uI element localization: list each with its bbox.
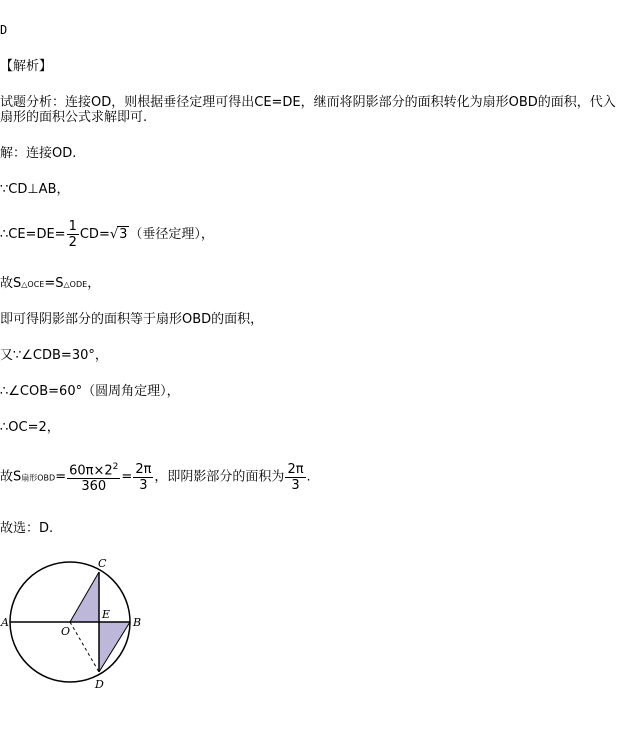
area-numerator-base: 60π×2 xyxy=(69,463,113,479)
label-c: C xyxy=(98,557,107,570)
label-b: B xyxy=(133,616,142,629)
answer-text: D xyxy=(0,23,8,37)
conclusion: 故选：D. xyxy=(0,521,54,536)
half-denominator: 2 xyxy=(68,235,77,250)
half-fraction xyxy=(67,219,79,250)
step-2-mid: CD= xyxy=(79,227,110,242)
step-8-end: . xyxy=(306,469,311,485)
analysis-line-2: 扇形的面积公式求解即可. xyxy=(0,110,148,125)
area-numerator xyxy=(67,460,120,479)
step-7: ∴OC=2， xyxy=(0,420,60,435)
step-3 xyxy=(0,276,100,293)
segment-od-dashed xyxy=(70,622,99,672)
sqrt-value: 3 xyxy=(119,227,128,242)
step-1: ∵CD⊥AB， xyxy=(0,182,70,197)
label-o: O xyxy=(61,625,71,638)
step-4: 即可得阴影部分的面积等于扇形OBD的面积， xyxy=(0,312,264,327)
section-title: 【解析】 xyxy=(0,59,53,74)
sector-subscript: 扇形OBD xyxy=(21,473,56,483)
result-numerator: 2π xyxy=(135,461,152,477)
step-3-b: =S xyxy=(44,276,64,291)
final-numerator: 2π xyxy=(287,461,304,477)
step-8-eq: = xyxy=(55,469,67,485)
label-a: A xyxy=(1,616,9,629)
area-fraction xyxy=(67,460,120,494)
step-8-text: ，即阴影部分的面积为 xyxy=(154,469,285,485)
final-fraction xyxy=(285,462,305,493)
step-2-prefix: ∴CE=DE= xyxy=(0,227,66,242)
half-numerator: 1 xyxy=(68,219,77,234)
step-8-eq2: = xyxy=(121,469,133,485)
step-3-c: ， xyxy=(87,276,101,291)
triangle-oce-subscript: △OCE xyxy=(21,280,45,289)
result-denominator: 3 xyxy=(139,477,148,493)
sqrt-symbol: √ xyxy=(109,227,119,242)
result-fraction xyxy=(133,462,153,493)
triangle-ode-subscript: △ODE xyxy=(63,280,88,289)
analysis-line-1: 试题分析：连接OD，则根据垂径定理可得出CE=DE，继而将阴影部分的面积转化为扇形OBD的面积，代入 xyxy=(0,95,616,110)
final-denominator: 3 xyxy=(291,477,300,493)
step-2 xyxy=(0,219,214,250)
step-5: 又∵∠CDB=30°， xyxy=(0,348,108,363)
area-exponent: 2 xyxy=(112,462,119,472)
step-8-a: 故S xyxy=(0,469,22,485)
geometry-figure xyxy=(0,552,160,692)
label-d: D xyxy=(95,678,104,691)
step-3-a: 故S xyxy=(0,276,22,291)
step-6: ∴∠COB=60°（圆周角定理）， xyxy=(0,384,180,399)
label-e: E xyxy=(102,608,111,621)
step-2-suffix: （垂径定理）， xyxy=(129,227,214,242)
area-denominator: 360 xyxy=(81,479,107,495)
step-8 xyxy=(0,460,311,494)
solution-intro: 解：连接OD. xyxy=(0,146,77,161)
